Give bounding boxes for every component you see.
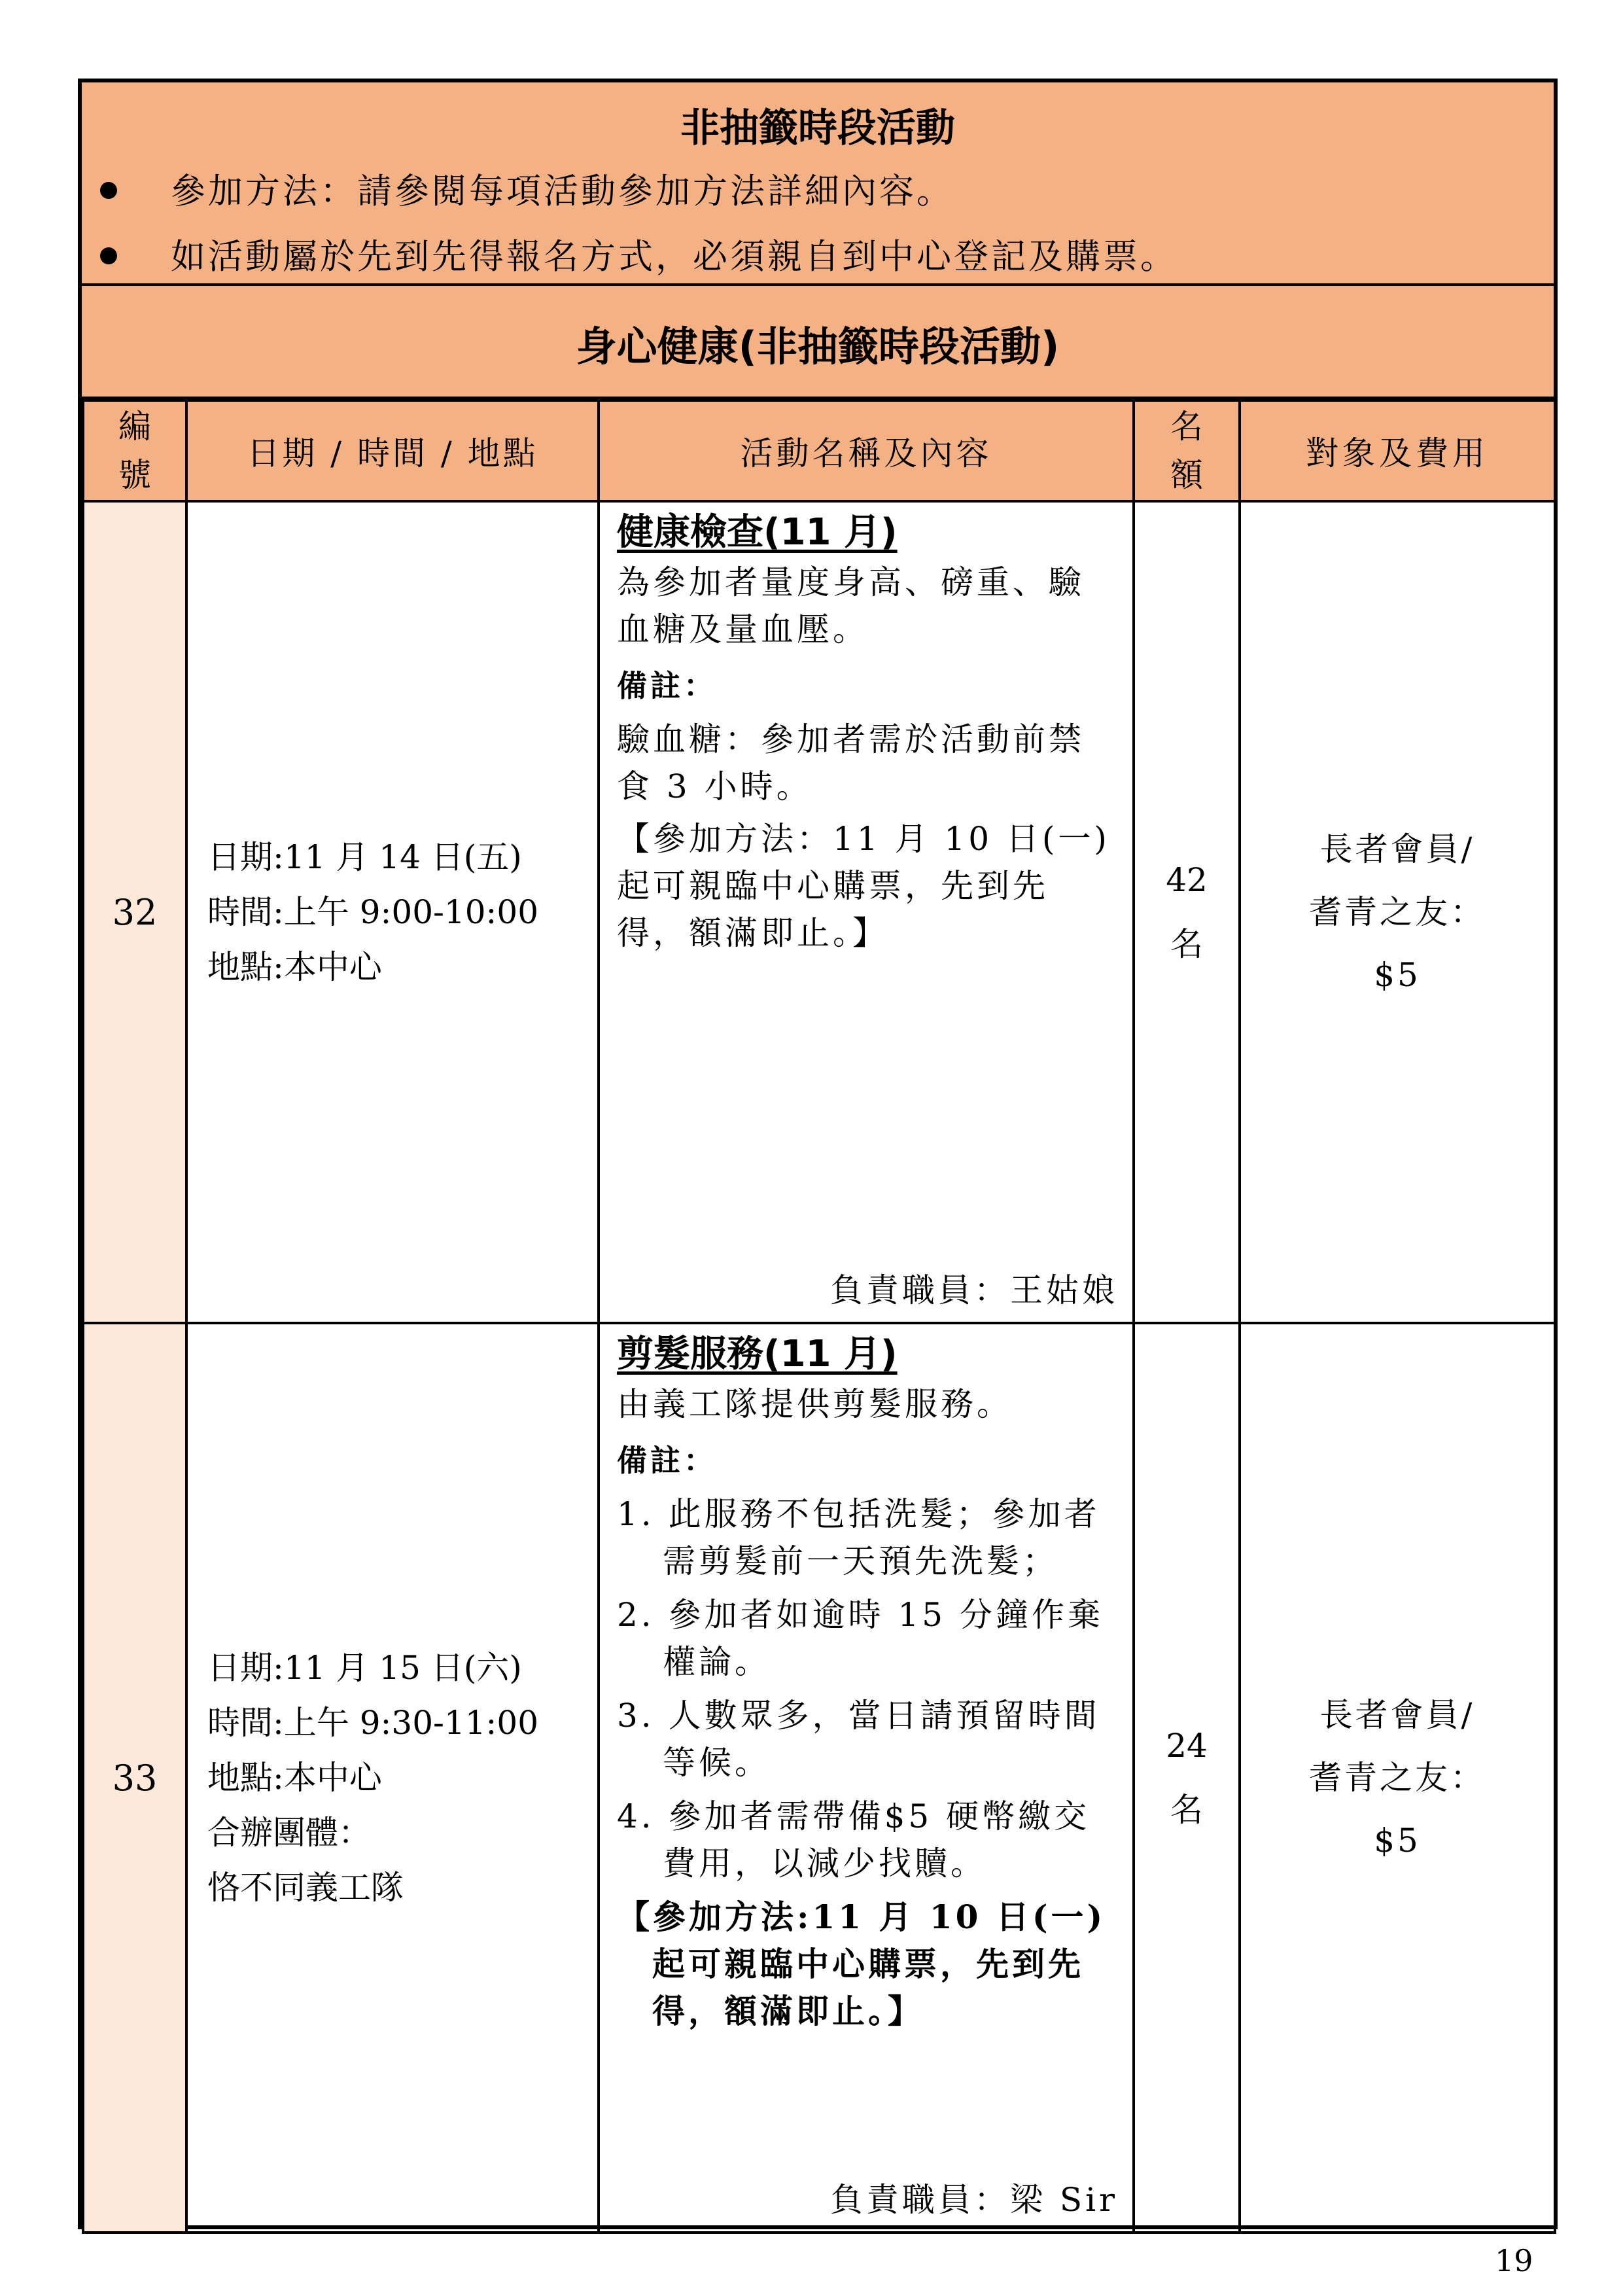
activity-title: 剪髮服務(11 月) xyxy=(617,1333,898,1375)
table-row xyxy=(83,501,1555,1323)
header-quota xyxy=(1134,400,1240,501)
co-organizer-label: 合辦團體： xyxy=(207,1814,371,1852)
header-datetime: 日期 / 時間 / 地點 xyxy=(186,400,599,501)
section-title: 身心健康(非抽籤時段活動) xyxy=(576,323,1060,370)
note-line xyxy=(100,164,1541,213)
header-id xyxy=(83,400,186,501)
quota-number: 24 xyxy=(1166,1727,1208,1765)
remark-item: 4. 參加者需帶備$5 硬幣繳交費用，以減少找贖。 xyxy=(617,1797,1091,1882)
row-id: 32 xyxy=(83,501,186,1323)
row-activity xyxy=(599,501,1134,1323)
quota-unit: 名 xyxy=(1170,925,1203,963)
table-row xyxy=(83,1323,1555,2233)
page-title: 非抽籤時段活動 xyxy=(680,105,955,151)
fee-amount: $5 xyxy=(1374,956,1421,994)
header-activity: 活動名稱及內容 xyxy=(599,400,1134,501)
remark-item: 驗血糖：參加者需於活動前禁食 3 小時。 xyxy=(617,720,1085,805)
header-id-label: 編號 xyxy=(118,408,151,494)
staff-in-charge: 負責職員：王姑娘 xyxy=(830,1271,1118,1309)
bullet-icon xyxy=(100,247,117,264)
fee-target: 長者會員/ xyxy=(1319,1696,1475,1734)
row-quota xyxy=(1134,501,1240,1323)
quota-unit: 名 xyxy=(1170,1791,1203,1829)
bullet-icon xyxy=(100,182,117,199)
page-number: 19 xyxy=(1495,2243,1533,2278)
header-fee: 對象及費用 xyxy=(1240,400,1555,501)
row-datetime xyxy=(186,1323,599,2233)
row-datetime xyxy=(186,501,599,1323)
remark-item: 1. 此服務不包括洗髮；參加者需剪髮前一天預先洗髮； xyxy=(617,1495,1100,1580)
how-to-join: 【參加方法:11 月 10 日(一)起可親臨中心購票，先到先得，額滿即止。】 xyxy=(617,1898,1106,2030)
fee-target-2: 耆青之友： xyxy=(1309,1759,1486,1797)
table-header-row xyxy=(83,400,1555,501)
staff-in-charge: 負責職員：梁 Sir xyxy=(829,2181,1118,2219)
row-fee xyxy=(1240,1323,1555,2233)
row-time: 時間:上午 9:30-11:00 xyxy=(207,1704,539,1742)
remarks-label: 備註： xyxy=(617,1443,717,1478)
note-text: 參加方法：請參閱每項活動參加方法詳細內容。 xyxy=(171,171,954,211)
quota-number: 42 xyxy=(1166,861,1208,899)
fee-target: 長者會員/ xyxy=(1319,830,1475,868)
row-place: 地點:本中心 xyxy=(207,948,382,986)
remark-item: 2. 參加者如逾時 15 分鐘作棄權論。 xyxy=(617,1596,1104,1681)
remark-item: 3. 人數眾多，當日請預留時間等候。 xyxy=(617,1697,1100,1782)
row-date: 日期:11 月 14 日(五) xyxy=(207,838,522,876)
row-fee xyxy=(1240,501,1555,1323)
activity-page-frame xyxy=(78,79,1558,2229)
row-time: 時間:上午 9:00-10:00 xyxy=(207,893,539,931)
activity-description: 為參加者量度身高、磅重、驗血糖及量血壓。 xyxy=(617,563,1085,648)
activity-table xyxy=(82,399,1556,2234)
row-activity xyxy=(599,1323,1134,2233)
row-place: 地點:本中心 xyxy=(207,1759,382,1797)
activity-title: 健康檢查(11 月) xyxy=(617,511,898,554)
fee-target-2: 耆青之友： xyxy=(1309,893,1486,931)
header-band xyxy=(82,82,1554,286)
section-band xyxy=(82,286,1554,399)
activity-description: 由義工隊提供剪髮服務。 xyxy=(617,1385,1013,1423)
fee-amount: $5 xyxy=(1374,1822,1421,1860)
how-to-join: 【參加方法：11 月 10 日(一)起可親臨中心購票，先到先得，額滿即止。】 xyxy=(617,820,1110,952)
note-text: 如活動屬於先到先得報名方式，必須親自到中心登記及購票。 xyxy=(171,237,1178,277)
remarks-label: 備註： xyxy=(617,668,717,703)
row-id: 33 xyxy=(83,1323,186,2233)
row-date: 日期:11 月 15 日(六) xyxy=(207,1649,522,1687)
co-organizer: 恪不同義工隊 xyxy=(207,1869,404,1907)
header-quota-label: 名額 xyxy=(1170,408,1203,494)
note-line xyxy=(100,229,1541,279)
row-quota xyxy=(1134,1323,1240,2233)
